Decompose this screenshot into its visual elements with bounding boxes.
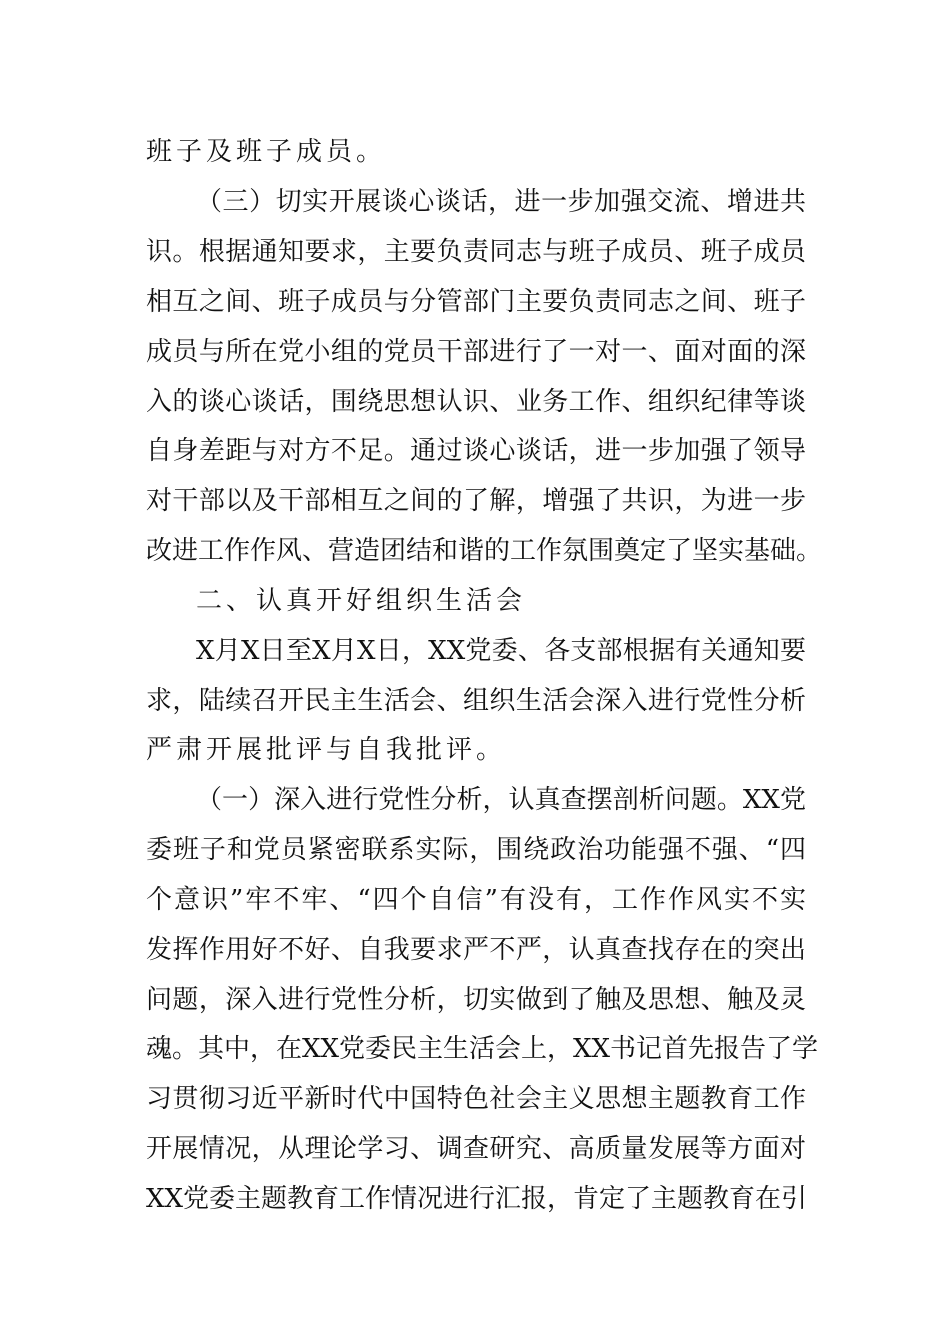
text-line: 对干部以及干部相互之间的了解，增强了共识，为进一步 [146, 486, 806, 516]
text-line: 成员与所在党小组的党员干部进行了一对一、面对面的深 [146, 337, 806, 367]
text-line: 识。根据通知要求，主要负责同志与班子成员、班子成员 [146, 237, 806, 267]
text-line: 习贯彻习近平新时代中国特色社会主义思想主题教育工作 [146, 1084, 806, 1114]
text-line: 发挥作用好不好、自我要求严不严，认真查找存在的突出 [146, 935, 806, 965]
text-line: XX党委主题教育工作情况进行汇报，肯定了主题教育在引 [146, 1184, 808, 1214]
text-line: 改进工作作风、营造团结和谐的工作氛围奠定了坚实基础。 [146, 536, 823, 566]
text-line: 入的谈心谈话，围绕思想认识、业务工作、组织纪律等谈 [146, 387, 806, 417]
text-line: （一）深入进行党性分析，认真查摆剖析问题。XX党 [196, 785, 806, 815]
text-line: 自身差距与对方不足。通过谈心谈话，进一步加强了领导 [146, 436, 806, 466]
text-line: 相互之间、班子成员与分管部门主要负责同志之间、班子 [146, 287, 806, 317]
text-line: （三）切实开展谈心谈话，进一步加强交流、增进共 [196, 187, 806, 217]
text-line: 个意识”牢不牢、“四个自信”有没有，工作作风实不实 [146, 885, 806, 915]
text-line: 求，陆续召开民主生活会、组织生活会深入进行党性分析 [146, 686, 806, 716]
text-line: 问题，深入进行党性分析，切实做到了触及思想、触及灵 [146, 985, 806, 1015]
section-heading: 二、认真开好组织生活会 [196, 586, 527, 616]
text-line: X月X日至X月X日，XX党委、各支部根据有关通知要 [196, 636, 806, 666]
text-line: 开展情况，从理论学习、调查研究、高质量发展等方面对 [146, 1134, 806, 1164]
text-line: 严肃开展批评与自我批评。 [146, 735, 507, 765]
text-line: 魂。其中，在XX党委民主生活会上，XX书记首先报告了学 [146, 1034, 819, 1064]
text-line: 班子及班子成员。 [146, 137, 387, 167]
text-line: 委班子和党员紧密联系实际，围绕政治功能强不强、“四 [146, 835, 806, 865]
